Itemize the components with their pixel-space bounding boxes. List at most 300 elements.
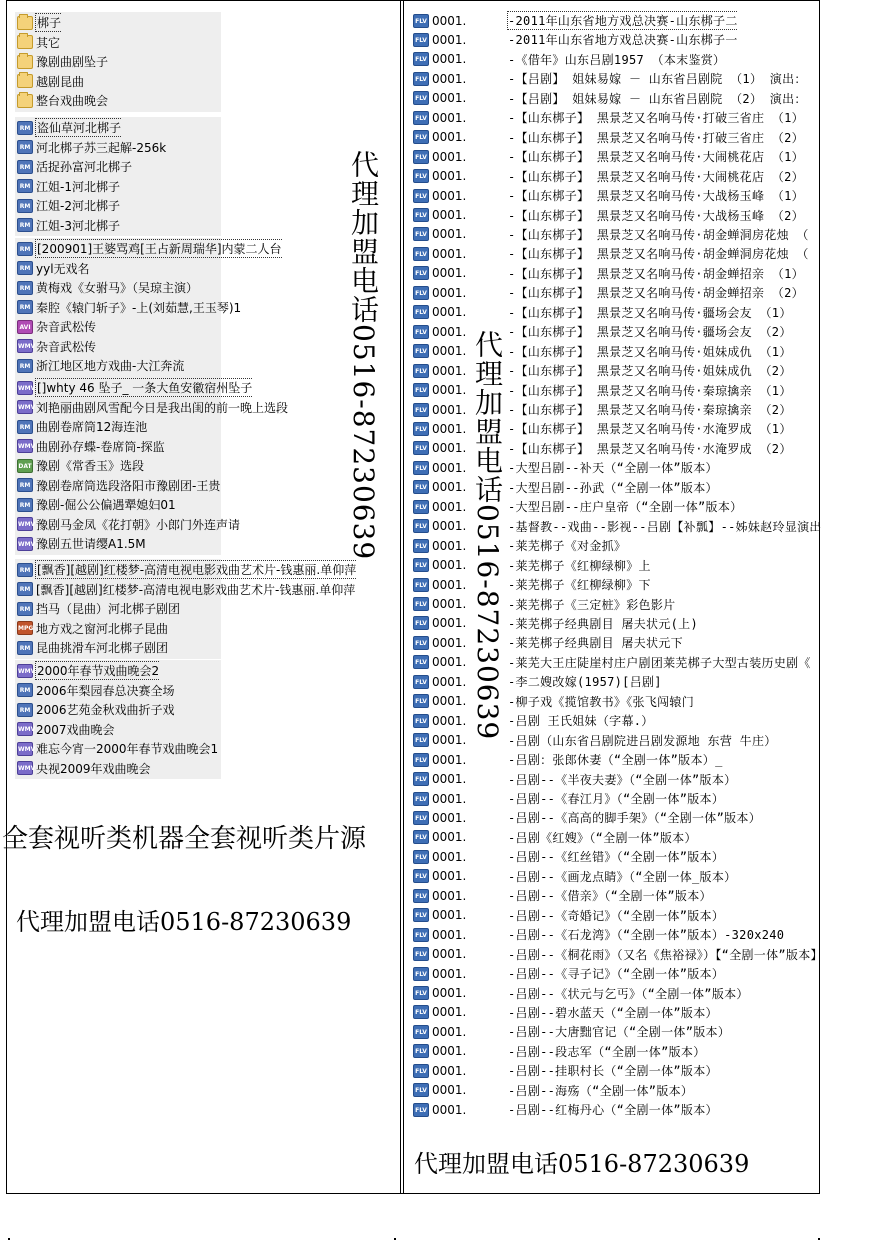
file-group xyxy=(15,377,289,555)
flv-file-icon: FLV xyxy=(413,1103,429,1117)
flv-file-row[interactable] xyxy=(413,536,626,555)
rm-file-icon: RM xyxy=(17,242,33,256)
flv-file-icon: FLV xyxy=(413,967,429,981)
file-number: 0001. xyxy=(432,772,467,787)
flv-file-row[interactable] xyxy=(413,945,823,964)
flv-file-icon: FLV xyxy=(413,1064,429,1078)
file-title: -吕剧--《石龙湾》（“全剧一体”版本）-320x240 xyxy=(508,928,785,943)
file-item[interactable] xyxy=(17,739,218,758)
file-number: 0001. xyxy=(432,869,467,884)
wmv-file-icon: WMV xyxy=(17,537,33,551)
wmv-file-icon: WMV xyxy=(17,439,33,453)
flv-file-row[interactable] xyxy=(413,906,724,925)
promo-line: 全套视听类机器全套视听类片源 xyxy=(2,824,367,854)
flv-file-icon: FLV xyxy=(413,830,429,844)
flv-file-row[interactable] xyxy=(413,847,724,866)
wmv-file-icon: WMV xyxy=(17,381,33,395)
flv-file-row[interactable] xyxy=(413,89,807,108)
flv-file-row[interactable] xyxy=(413,1081,693,1100)
flv-file-icon: FLV xyxy=(413,403,429,417)
file-number: 0001. xyxy=(432,908,467,923)
rm-file-icon: RM xyxy=(17,582,33,596)
file-title: -吕剧《红嫂》（“全剧一体”版本） xyxy=(508,830,697,845)
file-number: 0001. xyxy=(432,616,467,631)
file-item[interactable] xyxy=(17,638,168,657)
file-number: 0001. xyxy=(432,810,467,825)
file-item[interactable] xyxy=(17,216,120,235)
flv-file-icon: FLV xyxy=(413,947,429,961)
flv-file-row[interactable] xyxy=(413,595,675,614)
flv-file-icon: FLV xyxy=(413,869,429,883)
item-label: 盗仙草河北梆子 xyxy=(37,121,122,135)
rm-file-icon: RM xyxy=(17,420,33,434)
file-item[interactable] xyxy=(17,515,240,534)
file-number: 0001. xyxy=(432,402,467,417)
file-item[interactable] xyxy=(17,534,146,553)
file-title: -大型吕剧--庄户皇帝（“全剧一体”版本） xyxy=(508,500,743,515)
flv-file-row[interactable] xyxy=(413,1042,706,1061)
flv-file-icon: FLV xyxy=(413,792,429,806)
file-title: -吕剧--《红丝错》（“全剧一体”版本） xyxy=(508,850,725,865)
flv-file-row[interactable] xyxy=(413,672,662,691)
item-label: 秦腔《辕门斩子》-上(刘茹慧,王玉琴)1 xyxy=(36,300,242,315)
file-item[interactable] xyxy=(17,456,144,475)
file-item[interactable] xyxy=(17,700,175,719)
item-label: 其它 xyxy=(36,35,61,50)
file-title: -2011年山东省地方戏总决赛-山东梆子一 xyxy=(508,33,738,48)
file-title: -吕剧--《状元与乞丐》（“全剧一体”版本） xyxy=(508,986,749,1001)
file-title: -【山东梆子】 黑景芝又名响马传·打破三省庄 （1） xyxy=(508,111,804,126)
rm-file-icon: RM xyxy=(17,300,33,314)
rm-file-icon: RM xyxy=(17,602,33,616)
file-title: -【山东梆子】 黑景芝又名响马传·胡金蝉招亲 （1） xyxy=(508,266,804,281)
flv-file-row[interactable] xyxy=(413,497,742,516)
flv-file-row[interactable] xyxy=(413,770,736,789)
flv-file-icon: FLV xyxy=(413,578,429,592)
file-number: 0001. xyxy=(432,324,467,339)
flv-file-icon: FLV xyxy=(413,441,429,455)
file-item[interactable] xyxy=(17,398,288,417)
file-title: -【山东梆子】 黑景芝又名响马传·姐妹成仇 （2） xyxy=(508,364,792,379)
file-number: 0001. xyxy=(432,635,467,650)
item-label: 江姐-2河北梆子 xyxy=(36,199,120,213)
flv-file-row[interactable] xyxy=(413,1061,718,1080)
file-title: -【山东梆子】 黑景芝又名响马传·胡金蝉洞房花烛 （ xyxy=(508,247,809,262)
rm-file-icon: RM xyxy=(17,140,33,154)
item-label: 曲剧孙存蝶-卷席筒-探监 xyxy=(36,439,165,454)
file-number: 0001. xyxy=(432,71,467,86)
file-item[interactable] xyxy=(17,378,253,397)
flv-file-icon: FLV xyxy=(413,169,429,183)
rm-file-icon: RM xyxy=(17,703,33,717)
flv-file-icon: FLV xyxy=(413,500,429,514)
file-title: -【山东梆子】 黑景芝又名响马传·姐妹成仇 （1） xyxy=(508,344,792,359)
file-number: 0001. xyxy=(432,1102,467,1117)
flv-file-row[interactable] xyxy=(413,147,804,166)
flv-file-icon: FLV xyxy=(413,675,429,689)
file-item[interactable] xyxy=(17,580,355,599)
file-title: -基督教--戏曲--影视--吕剧【补瓢】--姊妹赵玲显演出 xyxy=(508,519,822,534)
flv-file-icon: FLV xyxy=(413,461,429,475)
file-number: 0001. xyxy=(432,344,467,359)
item-label: 地方戏之窗河北梆子昆曲 xyxy=(36,621,169,636)
flv-file-row[interactable] xyxy=(413,964,724,983)
flv-file-row[interactable] xyxy=(413,925,784,944)
flv-file-icon: FLV xyxy=(413,91,429,105)
file-title: -吕剧--《半夜夫妻》（“全剧一体”版本） xyxy=(508,772,737,787)
flv-file-row[interactable] xyxy=(413,225,809,244)
flv-file-icon: FLV xyxy=(413,189,429,203)
file-number: 0001. xyxy=(432,830,467,845)
flv-file-row[interactable] xyxy=(413,1022,730,1041)
item-label: 刘艳丽曲剧风雪配今日是我出闺的前一晚上选段 xyxy=(36,400,289,415)
flv-file-row[interactable] xyxy=(413,206,804,225)
flv-file-icon: FLV xyxy=(413,364,429,378)
file-title: -吕剧--《画龙点睛》（“全剧一体_版本） xyxy=(508,869,737,884)
file-title: -吕剧--《桐花雨》（又名《焦裕禄》）【“全剧一体”版本】 xyxy=(508,947,823,962)
file-number: 0001. xyxy=(432,246,467,261)
wmv-file-icon: WMV xyxy=(17,761,33,775)
flv-file-row[interactable] xyxy=(413,614,698,633)
file-title: -莱芜梆子《红柳绿柳》下 xyxy=(508,578,651,593)
file-number: 0001. xyxy=(432,1005,467,1020)
vertical-phone-text-left: 代理加盟电话0516-87230639 xyxy=(347,150,380,561)
rm-file-icon: RM xyxy=(17,179,33,193)
folder-item[interactable] xyxy=(17,91,108,110)
file-title: -吕剧--《春江月》（“全剧一体”版本） xyxy=(508,792,725,806)
item-label: 活捉孙富河北梆子 xyxy=(36,160,133,174)
file-number: 0001. xyxy=(432,558,467,573)
file-number: 0001. xyxy=(432,791,467,806)
file-title: -2011年山东省地方戏总决赛-山东梆子二 xyxy=(508,14,738,28)
file-number: 0001. xyxy=(432,52,467,67)
file-group xyxy=(15,660,221,779)
file-title: -吕剧--《奇婚记》（“全剧一体”版本） xyxy=(508,908,725,923)
file-number: 0001. xyxy=(432,441,467,456)
file-title: -大型吕剧--补天（“全剧一体”版本） xyxy=(508,461,718,476)
file-number: 0001. xyxy=(432,577,467,592)
file-title: -吕剧（山东省吕剧院进吕剧发源地 东营 牛庄） xyxy=(508,733,777,748)
flv-file-row[interactable] xyxy=(413,886,712,905)
file-title: -吕剧--挂职村长（“全剧一体”版本） xyxy=(508,1064,718,1079)
rm-file-icon: RM xyxy=(17,683,33,697)
file-number: 0001. xyxy=(432,849,467,864)
file-item[interactable] xyxy=(17,118,122,137)
flv-file-icon: FLV xyxy=(413,227,429,241)
file-title: -柳子戏《揽馆教书》《张飞闯辕门 xyxy=(508,694,695,709)
wmv-file-icon: WMV xyxy=(17,664,33,678)
flv-file-icon: FLV xyxy=(413,753,429,767)
folder-icon xyxy=(17,74,33,88)
flv-file-row[interactable] xyxy=(413,633,683,652)
item-label: 豫剧曲剧坠子 xyxy=(36,55,109,69)
flv-file-icon: FLV xyxy=(413,655,429,669)
file-number: 0001. xyxy=(432,1083,467,1098)
item-label: 2006年梨园春总决赛全场 xyxy=(36,683,175,698)
flv-file-row[interactable] xyxy=(413,11,738,30)
item-label: 浙江地区地方戏曲-大江奔流 xyxy=(36,359,185,373)
item-label: 挡马（昆曲）河北梆子剧团 xyxy=(36,602,181,616)
file-item[interactable] xyxy=(17,337,96,356)
folder-icon xyxy=(17,16,33,30)
item-label: 整台戏曲晚会 xyxy=(36,94,109,108)
page-mark xyxy=(818,1238,820,1240)
file-number: 0001. xyxy=(432,227,467,242)
file-title: -【山东梆子】 黑景芝又名响马传·大闹桃花店 （1） xyxy=(508,150,804,165)
file-title: -莱芜大王庄陡崖村庄户剧团莱芜梆子大型古装历史剧《 xyxy=(508,655,811,670)
file-number: 0001. xyxy=(432,1063,467,1078)
flv-file-row[interactable] xyxy=(413,556,651,575)
flv-file-row[interactable] xyxy=(413,69,807,88)
file-title: -【山东梆子】 黑景芝又名响马传·打破三省庄 （2） xyxy=(508,130,804,145)
rm-file-icon: RM xyxy=(17,563,33,577)
file-number: 0001. xyxy=(432,1044,467,1059)
flv-file-row[interactable] xyxy=(413,1003,718,1022)
item-label: yyl无戏名 xyxy=(36,261,90,276)
file-item[interactable] xyxy=(17,417,147,436)
file-number: 0001. xyxy=(432,460,467,475)
file-number: 0001. xyxy=(432,674,467,689)
file-number: 0001. xyxy=(432,383,467,398)
item-label: [200901]王婆骂鸡[王占新周瑞华]内蒙二人台 xyxy=(37,242,282,256)
rm-file-icon: RM xyxy=(17,281,33,295)
flv-file-icon: FLV xyxy=(413,33,429,47)
file-number: 0001. xyxy=(432,421,467,436)
folder-item[interactable] xyxy=(17,13,62,32)
item-label: 越剧昆曲 xyxy=(36,74,85,89)
file-item[interactable] xyxy=(17,278,198,297)
flv-file-icon: FLV xyxy=(413,908,429,922)
file-item[interactable] xyxy=(17,356,184,375)
file-title: -莱芜梆子《对金抓》 xyxy=(508,539,627,554)
flv-file-row[interactable] xyxy=(413,808,761,827)
phone-text-right: 代理加盟电话0516-87230639 xyxy=(414,1150,750,1178)
flv-file-icon: FLV xyxy=(413,519,429,533)
file-number: 0001. xyxy=(432,1024,467,1039)
file-item[interactable] xyxy=(17,759,151,778)
file-item[interactable] xyxy=(17,259,90,278)
item-label: 河北梆子苏三起解-256k xyxy=(36,140,167,155)
wmv-file-icon: WMV xyxy=(17,742,33,756)
file-number: 0001. xyxy=(432,597,467,611)
item-label: 2007戏曲晚会 xyxy=(36,722,115,737)
item-label: 难忘今宵一2000年春节戏曲晚会1 xyxy=(36,742,219,756)
flv-file-icon: FLV xyxy=(413,811,429,825)
file-number: 0001. xyxy=(432,305,467,320)
rm-file-icon: RM xyxy=(17,478,33,492)
file-number: 0001. xyxy=(432,947,467,962)
item-label: 昆曲挑滑车河北梆子剧团 xyxy=(36,641,169,655)
file-title: -【山东梆子】 黑景芝又名响马传·疆场会友 （1） xyxy=(508,305,792,320)
file-title: -【山东梆子】 黑景芝又名响马传·大闹桃花店 （2） xyxy=(508,169,804,184)
flv-file-row[interactable] xyxy=(413,128,804,147)
flv-file-row[interactable] xyxy=(413,458,718,477)
item-label: [飘香][越剧]红楼梦-高清电视电影戏曲艺术片-钱惠丽.单仰萍 xyxy=(37,563,357,577)
file-title: -大型吕剧--孙武（“全剧一体”版本） xyxy=(508,480,718,495)
file-item[interactable] xyxy=(17,599,180,618)
flv-file-row[interactable] xyxy=(413,264,804,283)
flv-file-icon: FLV xyxy=(413,772,429,786)
file-title: -吕剧--碧水蓝天（“全剧一体”版本） xyxy=(508,1005,718,1020)
flv-file-row[interactable] xyxy=(413,789,724,808)
vertical-phone-text-right: 代理加盟电话0516-87230639 xyxy=(471,330,504,741)
file-number: 0001. xyxy=(432,655,467,670)
file-title: -【山东梆子】 黑景芝又名响马传·大战杨玉峰 （2） xyxy=(508,208,804,223)
flv-file-row[interactable] xyxy=(413,167,804,186)
item-label: 曲剧卷席筒12海连池 xyxy=(36,420,148,434)
folder-icon xyxy=(17,55,33,69)
flv-file-icon: FLV xyxy=(413,14,429,28)
file-item[interactable] xyxy=(17,720,115,739)
item-label: 豫剧卷席筒选段洛阳市豫剧团-王贵 xyxy=(36,478,221,493)
flv-file-row[interactable] xyxy=(413,478,718,497)
flv-file-row[interactable] xyxy=(413,867,736,886)
file-item[interactable] xyxy=(17,196,120,215)
folder-item[interactable] xyxy=(17,72,84,91)
flv-file-icon: FLV xyxy=(413,150,429,164)
file-item[interactable] xyxy=(17,661,160,680)
file-number: 0001. xyxy=(432,266,467,281)
flv-file-icon: FLV xyxy=(413,286,429,300)
file-number: 0001. xyxy=(432,733,467,748)
wmv-file-icon: WMV xyxy=(17,400,33,414)
file-number: 0001. xyxy=(432,480,467,495)
file-title: -莱芜梆子经典剧目 屠夫状元下 xyxy=(508,636,683,651)
flv-file-row[interactable] xyxy=(413,828,697,847)
folder-item[interactable] xyxy=(17,52,108,71)
file-number: 0001. xyxy=(432,888,467,903)
file-number: 0001. xyxy=(432,519,467,534)
file-title: -【山东梆子】 黑景芝又名响马传·秦琼擒亲 （2） xyxy=(508,403,792,417)
flv-file-icon: FLV xyxy=(413,714,429,728)
flv-file-row[interactable] xyxy=(413,1100,718,1119)
file-item[interactable] xyxy=(17,681,175,700)
item-label: 2000年春节戏曲晚会2 xyxy=(37,664,160,678)
file-item[interactable] xyxy=(17,157,132,176)
file-number: 0001. xyxy=(432,285,467,300)
file-title: -吕剧--《高高的脚手架》（“全剧一体”版本） xyxy=(508,811,762,826)
flv-file-icon: FLV xyxy=(413,266,429,280)
file-number: 0001. xyxy=(432,713,467,728)
flv-file-icon: FLV xyxy=(413,539,429,553)
flv-file-icon: FLV xyxy=(413,344,429,358)
avi-file-icon: AVI xyxy=(17,320,33,334)
file-number: 0001. xyxy=(432,32,467,47)
rm-file-icon: RM xyxy=(17,359,33,373)
item-label: []whty 46 坠子_ 一条大鱼安徽宿州坠子 xyxy=(37,381,253,395)
flv-file-icon: FLV xyxy=(413,733,429,747)
flv-file-row[interactable] xyxy=(413,303,792,322)
item-label: 江姐-1河北梆子 xyxy=(36,179,120,194)
flv-file-row[interactable] xyxy=(413,283,804,302)
file-number: 0001. xyxy=(432,149,467,164)
flv-file-row[interactable] xyxy=(413,186,804,205)
flv-file-icon: FLV xyxy=(413,480,429,494)
flv-file-row[interactable] xyxy=(413,711,654,730)
file-number: 0001. xyxy=(432,499,467,514)
file-item[interactable] xyxy=(17,177,120,196)
flv-file-row[interactable] xyxy=(413,50,725,69)
flv-file-icon: FLV xyxy=(413,636,429,650)
flv-file-row[interactable] xyxy=(413,30,738,49)
file-number: 0001. xyxy=(432,110,467,125)
flv-file-row[interactable] xyxy=(413,984,749,1003)
flv-file-icon: FLV xyxy=(413,597,429,611)
file-number: 0001. xyxy=(432,91,467,106)
file-item[interactable] xyxy=(17,495,176,514)
file-item[interactable] xyxy=(17,317,96,336)
flv-file-row[interactable] xyxy=(413,575,651,594)
file-number: 0001. xyxy=(432,694,467,709)
file-number: 0001. xyxy=(432,927,467,942)
file-number: 0001. xyxy=(432,13,467,28)
rm-file-icon: RM xyxy=(17,218,33,232)
file-title: -【山东梆子】 黑景芝又名响马传·胡金蝉招亲 （2） xyxy=(508,286,804,301)
file-title: -吕剧--红梅丹心（“全剧一体”版本） xyxy=(508,1103,718,1118)
item-label: 央视2009年戏曲晚会 xyxy=(36,761,151,776)
flv-file-icon: FLV xyxy=(413,52,429,66)
wmv-file-icon: WMV xyxy=(17,339,33,353)
flv-file-row[interactable] xyxy=(413,108,804,127)
rm-file-icon: RM xyxy=(17,121,33,135)
file-item[interactable] xyxy=(17,138,166,157)
page-mark xyxy=(8,1238,10,1240)
file-item[interactable] xyxy=(17,560,357,579)
file-title: -莱芜梆子《红柳绿柳》上 xyxy=(508,558,651,573)
item-label: 豫剧五世请缨A1.5M xyxy=(36,537,146,551)
wmv-file-icon: WMV xyxy=(17,722,33,736)
file-item[interactable] xyxy=(17,298,241,317)
flv-file-icon: FLV xyxy=(413,889,429,903)
flv-file-icon: FLV xyxy=(413,558,429,572)
file-item[interactable] xyxy=(17,476,220,495)
flv-file-icon: FLV xyxy=(413,1005,429,1019)
item-label: 2006艺苑金秋戏曲折子戏 xyxy=(36,703,175,717)
file-title: -【山东梆子】 黑景芝又名响马传·胡金蝉洞房花烛 （ xyxy=(508,227,809,242)
file-item[interactable] xyxy=(17,619,168,638)
file-title: -【山东梆子】 黑景芝又名响马传·大战杨玉峰 （1） xyxy=(508,189,804,204)
file-item[interactable] xyxy=(17,437,165,456)
wmv-file-icon: WMV xyxy=(17,517,33,531)
flv-file-row[interactable] xyxy=(413,692,694,711)
folder-item[interactable] xyxy=(17,33,60,52)
flv-file-row[interactable] xyxy=(413,750,723,769)
flv-file-icon: FLV xyxy=(413,130,429,144)
file-title: -【山东梆子】 黑景芝又名响马传·秦琼擒亲 （1） xyxy=(508,383,792,398)
folder-icon xyxy=(17,94,33,108)
file-number: 0001. xyxy=(432,363,467,378)
file-title: -莱芜梆子经典剧目 屠夫状元(上) xyxy=(508,616,698,631)
file-group xyxy=(15,117,221,236)
item-label: 豫剧《常香玉》选段 xyxy=(36,459,145,473)
file-group xyxy=(15,238,282,377)
file-number: 0001. xyxy=(432,169,467,184)
file-number: 0001. xyxy=(432,208,467,222)
file-title: -【吕剧】 姐妹易嫁 － 山东省吕剧院 （2） 演出： xyxy=(508,91,807,106)
item-label: 豫剧-倔公公偏遇犟媳妇01 xyxy=(36,498,176,512)
file-title: -吕剧--《寻子记》（“全剧一体”版本） xyxy=(508,967,725,982)
phone-text-left: 代理加盟电话0516-87230639 xyxy=(16,908,352,936)
file-item[interactable] xyxy=(17,239,283,258)
file-title: -【山东梆子】 黑景芝又名响马传·疆场会友 （2） xyxy=(508,325,792,340)
flv-file-icon: FLV xyxy=(413,247,429,261)
flv-file-icon: FLV xyxy=(413,383,429,397)
file-title: -莱芜梆子《三定桩》彩色影片 xyxy=(508,597,676,612)
item-label: 杂音武松传 xyxy=(36,320,97,334)
item-label: 豫剧马金凤《花打朝》小郎门外连声请 xyxy=(36,517,241,532)
flv-file-row[interactable] xyxy=(413,244,809,263)
item-label: [飘香][越剧]红楼梦-高清电视电影戏曲艺术片-钱惠丽.单仰萍 xyxy=(36,582,356,597)
